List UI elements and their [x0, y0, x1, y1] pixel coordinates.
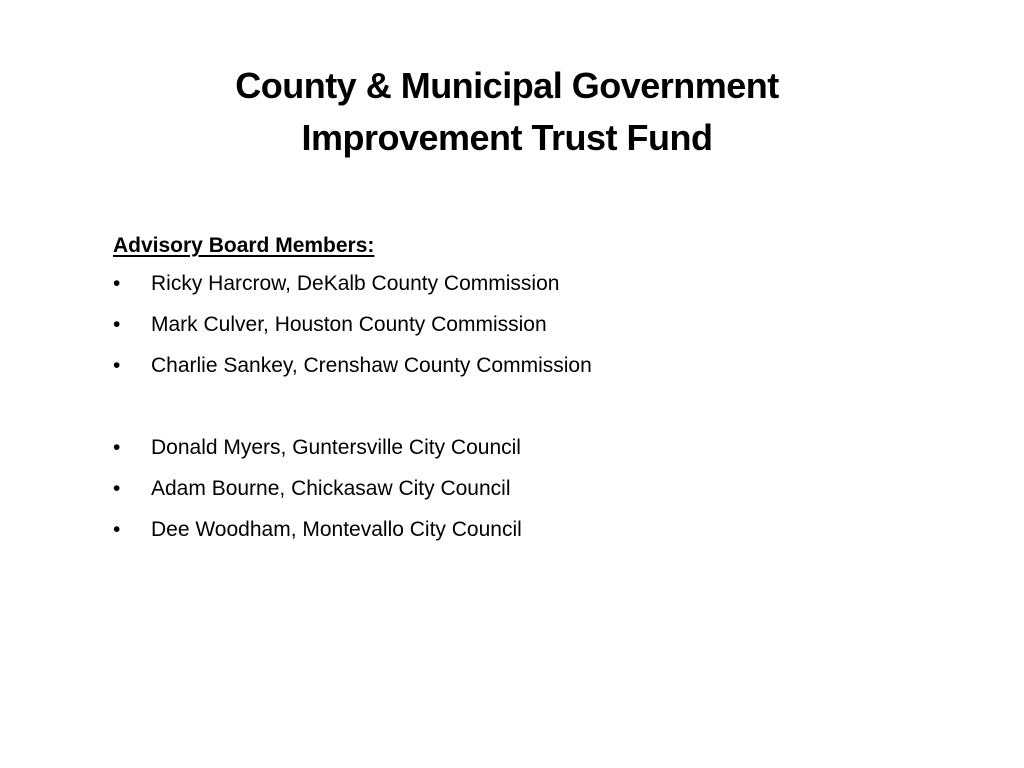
list-item: [113, 509, 933, 550]
list-item: [113, 345, 933, 386]
member-name: Mark Culver, Houston County Commission: [151, 313, 547, 336]
advisory-board-heading: Advisory Board Members:: [113, 234, 375, 257]
list-item: [113, 304, 933, 345]
bullet-icon: •: [113, 518, 121, 541]
slide-body: [113, 228, 933, 550]
bullet-icon: •: [113, 272, 121, 295]
bullet-icon: •: [113, 354, 121, 377]
member-name: Charlie Sankey, Crenshaw County Commission: [151, 354, 592, 377]
list-item: [113, 427, 933, 468]
list-item: [113, 263, 933, 304]
bullet-icon: •: [113, 436, 121, 459]
member-list: [113, 263, 933, 550]
member-name: Adam Bourne, Chickasaw City Council: [151, 477, 511, 500]
member-name: Ricky Harcrow, DeKalb County Commission: [151, 272, 560, 295]
list-spacer: [113, 386, 933, 427]
member-name: Donald Myers, Guntersville City Council: [151, 436, 521, 459]
title-line-1: County & Municipal Government: [235, 65, 779, 106]
bullet-icon: •: [113, 313, 121, 336]
slide-title: [0, 60, 1014, 164]
title-line-2: Improvement Trust Fund: [301, 117, 713, 158]
member-name: Dee Woodham, Montevallo City Council: [151, 518, 522, 541]
list-item: [113, 468, 933, 509]
bullet-icon: •: [113, 477, 121, 500]
